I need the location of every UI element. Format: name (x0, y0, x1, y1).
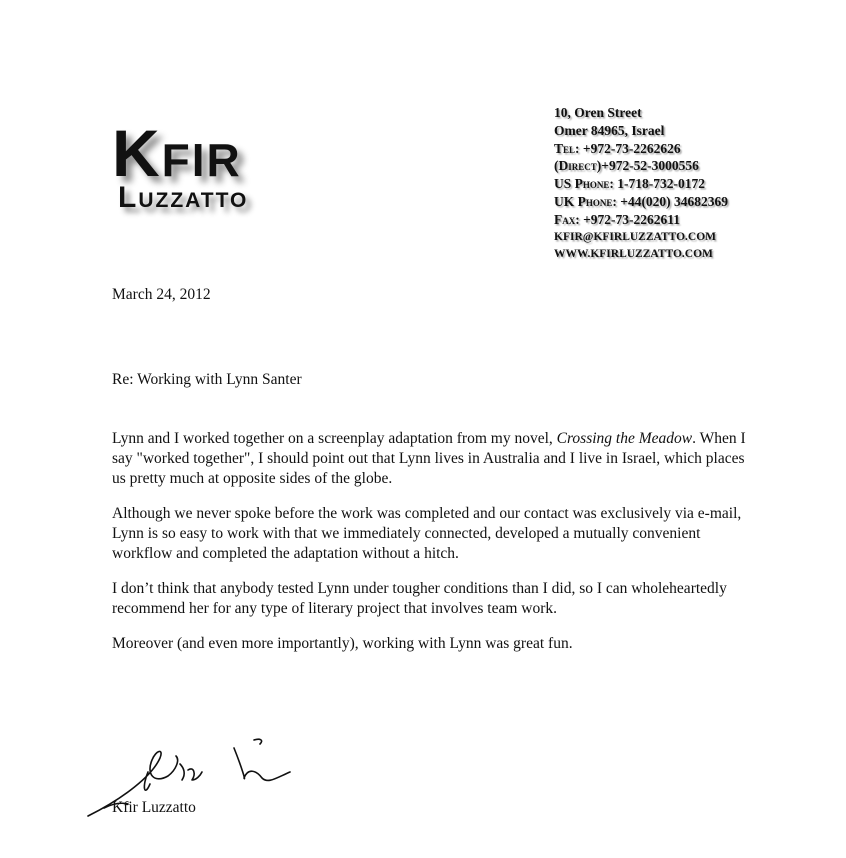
paragraph-1 (112, 429, 752, 489)
address-tel: Tel: +972-73-2262626 (554, 140, 681, 156)
address-website: WWW.KFIRLUZZATTO.COM (554, 248, 713, 261)
letter-date: March 24, 2012 (112, 286, 211, 303)
logo-first-name: Kfir (112, 116, 242, 190)
address-uk-phone: UK Phone: +44(020) 34682369 (554, 193, 729, 209)
letter-subject: Re: Working with Lynn Santer (112, 371, 302, 388)
letter-body (112, 429, 752, 669)
paragraph-1-intro: Lynn and I worked together on a screenplay adaptation from my novel, (112, 430, 557, 447)
paragraph-3: I don’t think that anybody tested Lynn under tougher conditions than I did, so I can wholeheartedly recommend her for any type of literary project that involves team work. (112, 580, 727, 617)
address-street: 10, Oren Street (554, 105, 642, 120)
signature-name: Kfir Luzzatto (112, 799, 196, 816)
novel-title: Crossing the Meadow (556, 430, 693, 447)
logo-last-name: Luzzatto (118, 181, 249, 214)
address-us-phone: US Phone: 1-718-732-0172 (554, 176, 705, 192)
paragraph-4: Moreover (and even more importantly), working with Lynn was great fun. (112, 635, 573, 652)
company-logo (112, 118, 342, 228)
paragraph-2: Although we never spoke before the work was completed and our contact was exclusively via e-mail, Lynn is so easy to work with that we immediately connected, developed a mutually convenient workflow and completed the adaptation without a hitch. (112, 505, 742, 562)
paragraph-1-rest: . When I say "worked together", I should point out that Lynn lives in Australia and I live in Israel, which places us pretty much at opposite sides of the globe. (112, 430, 746, 487)
letterhead-address (554, 104, 814, 264)
address-email: KFIR@KFIRLUZZATTO.COM (554, 230, 717, 243)
address-fax: Fax: +972-73-2262611 (554, 211, 681, 227)
address-direct: (Direct)+972-52-3000556 (554, 158, 699, 174)
address-city: Omer 84965, Israel (554, 122, 665, 138)
